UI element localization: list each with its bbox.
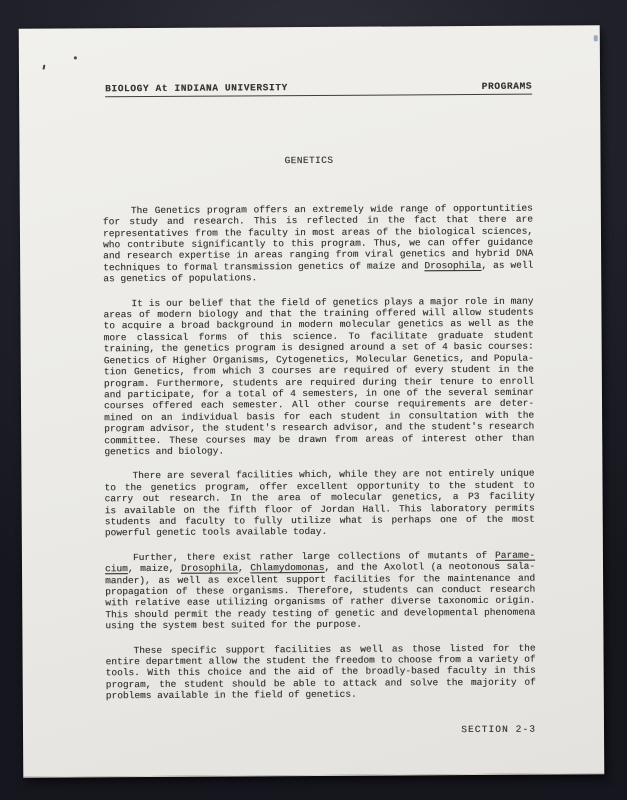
text-line: using the system best suited for the purpose.: [105, 618, 362, 632]
text-line: powerful genetic tools available today.: [104, 526, 328, 539]
text-line: more classical forms of this science. To facilitate graduate student: [103, 329, 534, 344]
text-line: tools. With this choice and the aid of the broadly-based faculty in this: [105, 665, 536, 679]
blue-speck: [594, 35, 598, 41]
text-line: and participate, for a total of 4 semesters, in one of the several seminar: [103, 386, 534, 401]
paragraph: [103, 295, 534, 457]
paragraph: [103, 202, 533, 284]
text-line: genetics and biology.: [104, 445, 225, 458]
document-page: [19, 25, 605, 778]
text-line: cium, maize, Drosophila, Chlamydomonas, and the Axolotl (a neotonous sala-: [104, 560, 536, 575]
text-line: carry out research. In the area of molecular genetics, a P3 facility: [104, 490, 535, 505]
text-line: committee. These courses may be drawn from areas of interest other than: [104, 432, 535, 446]
header-left-title: BIOLOGY At INDIANA UNIVERSITY: [105, 82, 288, 95]
text-line: program. Furthermore, students are required during their tenure to enroll: [103, 375, 534, 389]
text-line: students and faculty to fully utilize what is perhaps one of the most: [104, 513, 535, 528]
text-line: representatives from the faculty in most areas of the biological sciences,: [102, 225, 533, 239]
text-line: mined on an individual basis for each student in consultation with the: [104, 409, 535, 423]
page-header: [105, 81, 532, 98]
text-line: program advisor, the student's research advisor, and the student's research: [104, 420, 535, 435]
text-line: Further, there exist rather large collections of mutants of Parame-: [132, 549, 535, 563]
page-content: [102, 26, 536, 738]
text-line: with relative ease utilizing organisms of rather diverse taxonomic origin.: [105, 595, 536, 609]
paragraphs: [103, 202, 536, 701]
paragraph: [105, 642, 535, 702]
paragraph: [105, 549, 535, 631]
text-line: techniques to formal transmission genetics of maize and Drosophila, as well: [103, 259, 534, 274]
text-line: who contribute significantly to this program. Thus, we can offer guidance: [103, 236, 534, 251]
header-right-title: PROGRAMS: [481, 80, 533, 92]
text-line: It is our belief that the field of genetics plays a major role in many: [131, 295, 534, 309]
text-line: tion Genetics, from which 3 courses are required of every student in the: [103, 363, 534, 378]
text-line: problems available in the field of genetics.: [105, 688, 357, 702]
text-line: to the genetics program, offer excellent opportunity to the student to: [104, 479, 535, 494]
text-line: Genetics of Higher Organisms, Cytogenetics, Molecular Genetics, and Popula-: [103, 352, 534, 366]
text-line: is available on the fifth floor of Jordan Hall. This laboratory permits: [104, 502, 535, 516]
section-title: GENETICS: [284, 155, 334, 167]
text-line: This should permit the ready testing of genetic and developmental phenomena: [105, 606, 536, 621]
paragraph: [104, 468, 534, 539]
text-line: for study and research. This is reflected in the fact that there are: [102, 213, 533, 228]
page-footer: SECTION 2-3: [461, 723, 537, 735]
text-line: areas of modern biology and that the training offered will allow students: [103, 306, 534, 321]
text-line: training, the genetics program is designed around a set of 4 basic courses:: [103, 340, 534, 355]
text-line: entire department allow the student the freedom to choose from a variety of: [105, 653, 536, 668]
text-line: propagation of these organisms. Therefore, students can conduct research: [105, 583, 536, 598]
text-line: mander), as well as excellent support facilities for the maintenance and: [105, 572, 536, 586]
text-line: to acquire a broad background in modern molecular genetics as well as the: [103, 318, 534, 332]
text-line: program, the student should be able to attack and solve the majority of: [105, 676, 536, 691]
text-line: courses offered each semester. All other course requirements are deter-: [103, 397, 535, 412]
text-line: These specific support facilities as well as those listed for the: [133, 642, 536, 656]
text-line: There are several facilities which, while they are not entirely unique: [132, 467, 535, 482]
ink-speck: [42, 64, 45, 69]
ink-speck: [74, 56, 77, 59]
text-line: and research expertise in areas ranging from viral genetics and hybrid DNA: [103, 248, 534, 262]
text-line: as genetics of populations.: [103, 272, 258, 285]
text-line: The Genetics program offers an extremely wide range of opportuntities: [130, 202, 533, 216]
